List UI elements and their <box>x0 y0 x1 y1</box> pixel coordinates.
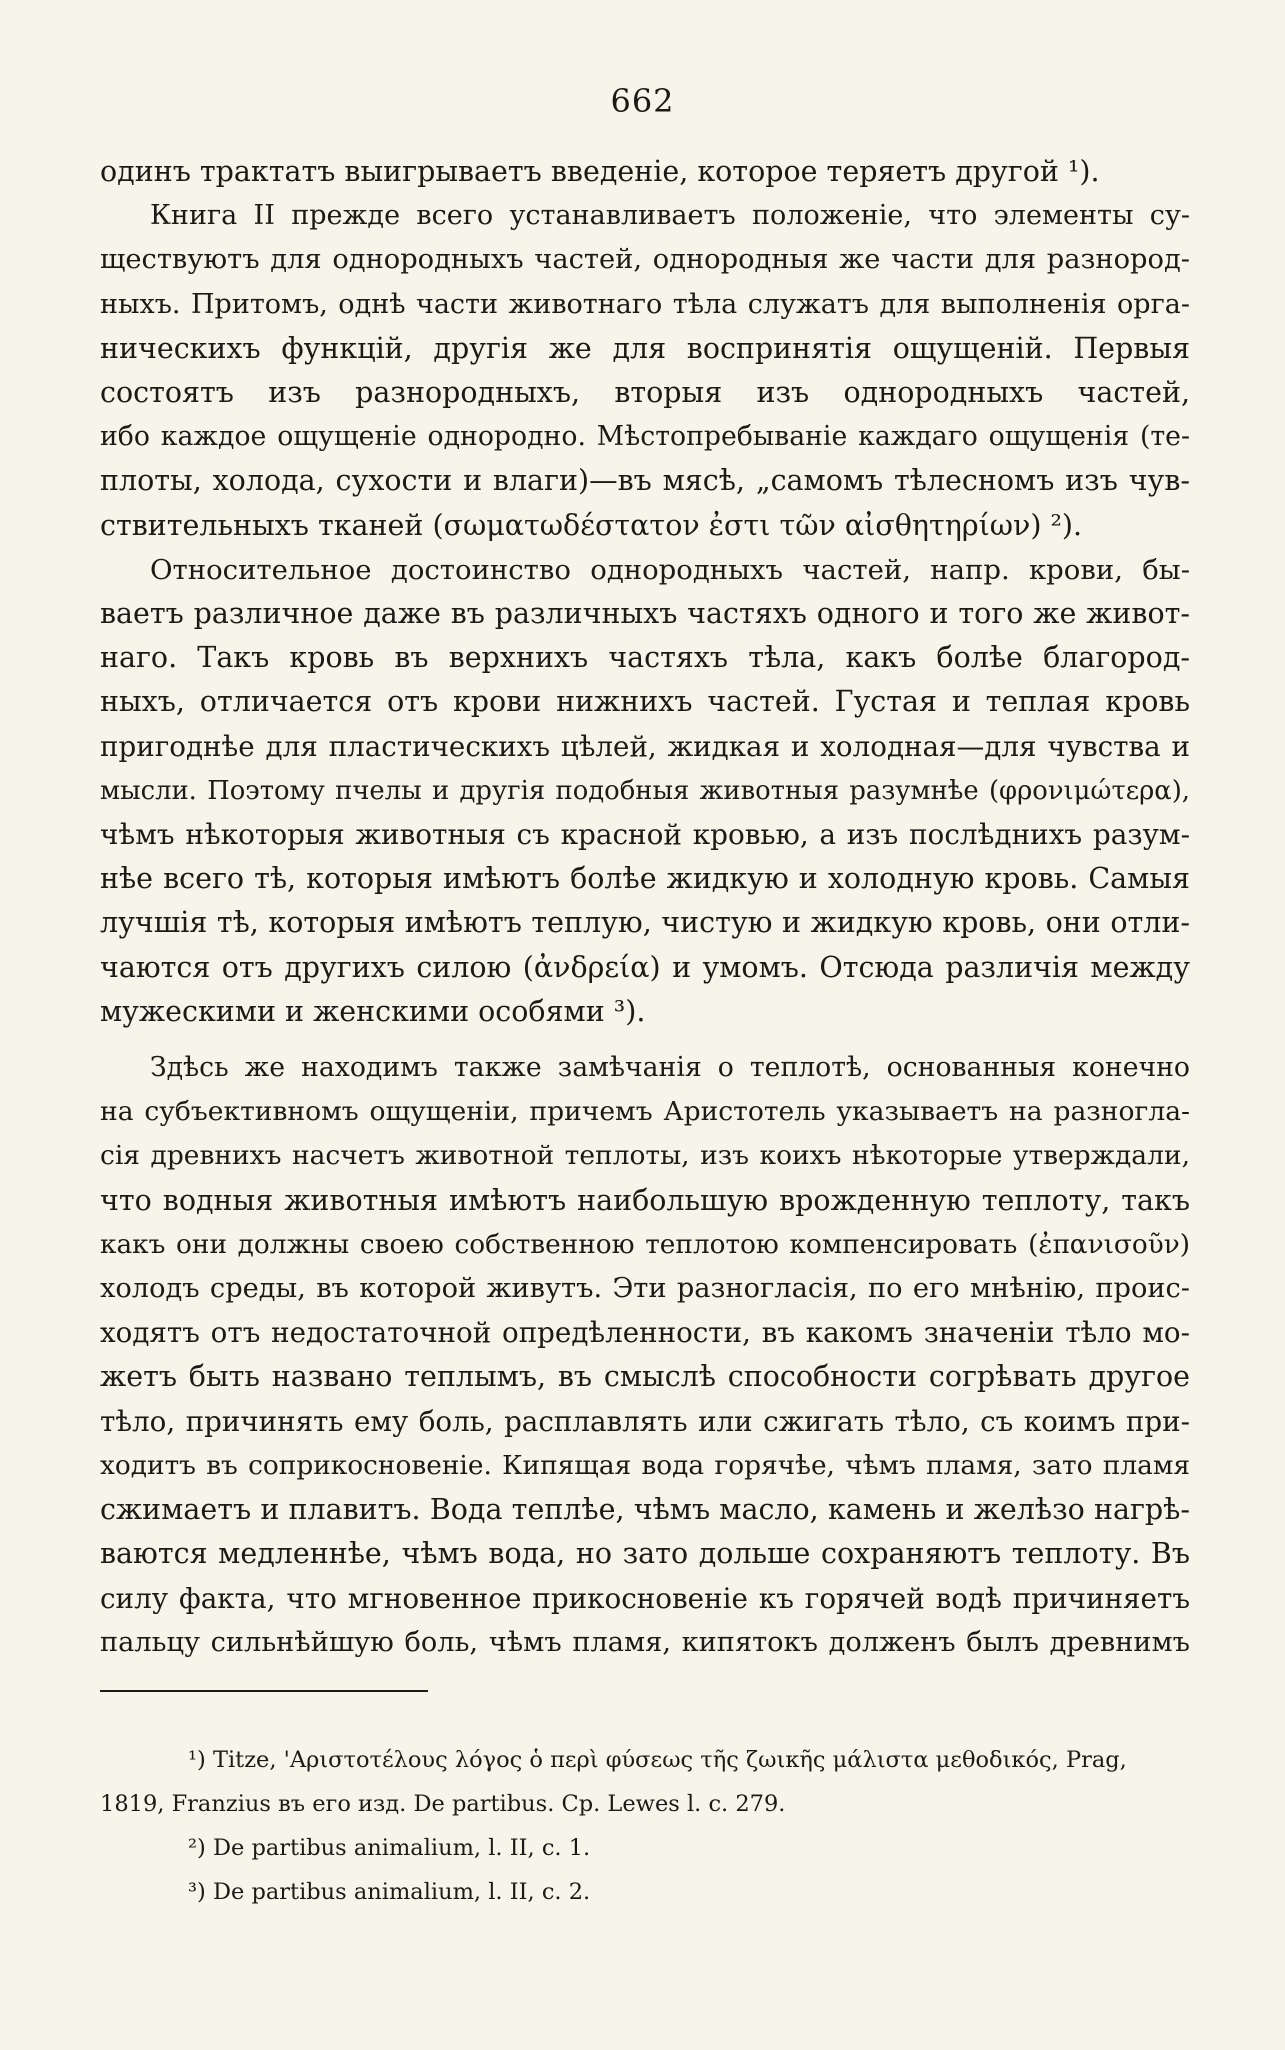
text-line: пальцу сильнѣйшую боль, чѣмъ пламя, кипятокъ долженъ былъ древнимъ <box>100 1626 1190 1658</box>
text-line: мужескими и женскими особями ³). <box>100 994 646 1028</box>
text-line: ствительныхъ тканей (σωματωδέστατον ἐστι τῶν αἰσθητηρίων) ²). <box>100 508 1083 542</box>
paragraph <box>100 194 1190 548</box>
text-line: чаются отъ другихъ силою (ἀνδρεία) и умомъ. Отсюда различія между <box>100 950 1190 984</box>
footnote-3: ³) De partibus animalium, l. II, c. 2. <box>188 1879 591 1905</box>
text-line: на субъективномъ ощущеніи, причемъ Аристотель указываетъ на разногла- <box>100 1096 1190 1128</box>
text-line: силу факта, что мгновенное прикосновеніе къ горячей водѣ причиняетъ <box>100 1581 1190 1615</box>
page-number: 662 <box>610 82 675 120</box>
paragraph <box>100 1046 1190 1665</box>
text-line: чѣмъ нѣкоторыя животныя съ красной кровью, а изъ послѣднихъ разум- <box>100 818 1190 852</box>
main-text <box>100 150 1190 1665</box>
text-line: плоты, холода, сухости и влаги)—въ мясѣ, „самомъ тѣлесномъ изъ чув- <box>100 464 1190 498</box>
footnote-1: ¹) Titze, 'Αριστοτέλους λόγος ὁ περὶ φύσεως τῆς ζωικῆς μάλιστα μεθοδικός, Prag, <box>188 1747 1127 1773</box>
footnote-divider <box>100 1690 428 1692</box>
text-line: мысли. Поэтому пчелы и другія подобныя животныя разумнѣе (φρονιμώτερα), <box>100 775 1190 806</box>
footnote-2: ²) De partibus animalium, l. II, c. 1. <box>188 1835 591 1861</box>
text-line: наго. Такъ кровь въ верхнихъ частяхъ тѣла, какъ болѣе благород- <box>100 641 1190 675</box>
text-line: ществуютъ для однородныхъ частей, однородныя же части для разнород- <box>100 244 1190 276</box>
text-line: тѣло, причинять ему боль, расплавлять или сжигать тѣло, съ коимъ при- <box>100 1404 1190 1438</box>
text-line: Книга II прежде всего устанавливаетъ положеніе, что элементы су- <box>150 200 1190 232</box>
text-line: ходятъ отъ недостаточной опредѣленности, въ какомъ значеніи тѣло мо- <box>100 1316 1190 1350</box>
text-line: ходитъ въ соприкосновеніе. Кипящая вода горячѣе, чѣмъ пламя, зато пламя <box>100 1450 1190 1481</box>
text-line: ваются медленнѣе, чѣмъ вода, но зато дольше сохраняютъ теплоту. Въ <box>100 1537 1190 1571</box>
text-line: Здѣсь же находимъ также замѣчанія о теплотѣ, основанныя конечно <box>150 1052 1190 1084</box>
paragraph <box>100 548 1190 1034</box>
text-line: жетъ быть названо теплымъ, въ смыслѣ способности согрѣвать другое <box>100 1360 1190 1394</box>
text-line: ныхъ, отличается отъ крови нижнихъ частей. Густая и теплая кровь <box>100 685 1190 719</box>
text-line: что водныя животныя имѣютъ наибольшую врожденную теплоту, такъ <box>100 1183 1190 1217</box>
text-line: ническихъ функцій, другія же для воспринятія ощущеній. Первыя <box>100 331 1190 365</box>
text-line: Относительное достоинство однородныхъ частей, напр. крови, бы- <box>150 553 1190 586</box>
footnotes <box>100 1738 1190 1914</box>
text-line: одинъ трактатъ выигрываетъ введеніе, которое теряетъ другой ¹). <box>100 155 1100 188</box>
footnote-1-continued: 1819, Franzius въ его изд. De partibus. Ср. Lewes l. c. 279. <box>100 1791 786 1817</box>
text-line: холодъ среды, въ которой живутъ. Эти разногласія, по его мнѣнію, проис- <box>100 1273 1190 1305</box>
text-line: ныхъ. Притомъ, однѣ части животнаго тѣла служатъ для выполненія орга- <box>100 288 1190 320</box>
text-line: пригоднѣе для пластическихъ цѣлей, жидкая и холодная—для чувства и <box>100 729 1190 763</box>
text-line: сжимаетъ и плавитъ. Вода теплѣе, чѣмъ масло, камень и желѣзо нагрѣ- <box>100 1493 1190 1527</box>
text-line: нѣе всего тѣ, которыя имѣютъ болѣе жидкую и холодную кровь. Самыя <box>100 862 1190 896</box>
text-line: состоятъ изъ разнородныхъ, вторыя изъ однородныхъ частей, <box>100 376 1190 410</box>
paragraph <box>100 150 1190 194</box>
text-line: ваетъ различное даже въ различныхъ частяхъ одного и того же живот- <box>100 597 1190 631</box>
text-line: сія древнихъ насчетъ животной теплоты, изъ коихъ нѣкоторые утверждали, <box>100 1140 1190 1172</box>
text-line: лучшія тѣ, которыя имѣютъ теплую, чистую и жидкую кровь, они отли- <box>100 906 1190 940</box>
text-line: какъ они должны своею собственною теплотою компенсировать (ἐπανισοῦν) <box>100 1229 1190 1260</box>
text-line: ибо каждое ощущеніе однородно. Мѣстопребываніе каждаго ощущенія (те- <box>100 421 1190 453</box>
